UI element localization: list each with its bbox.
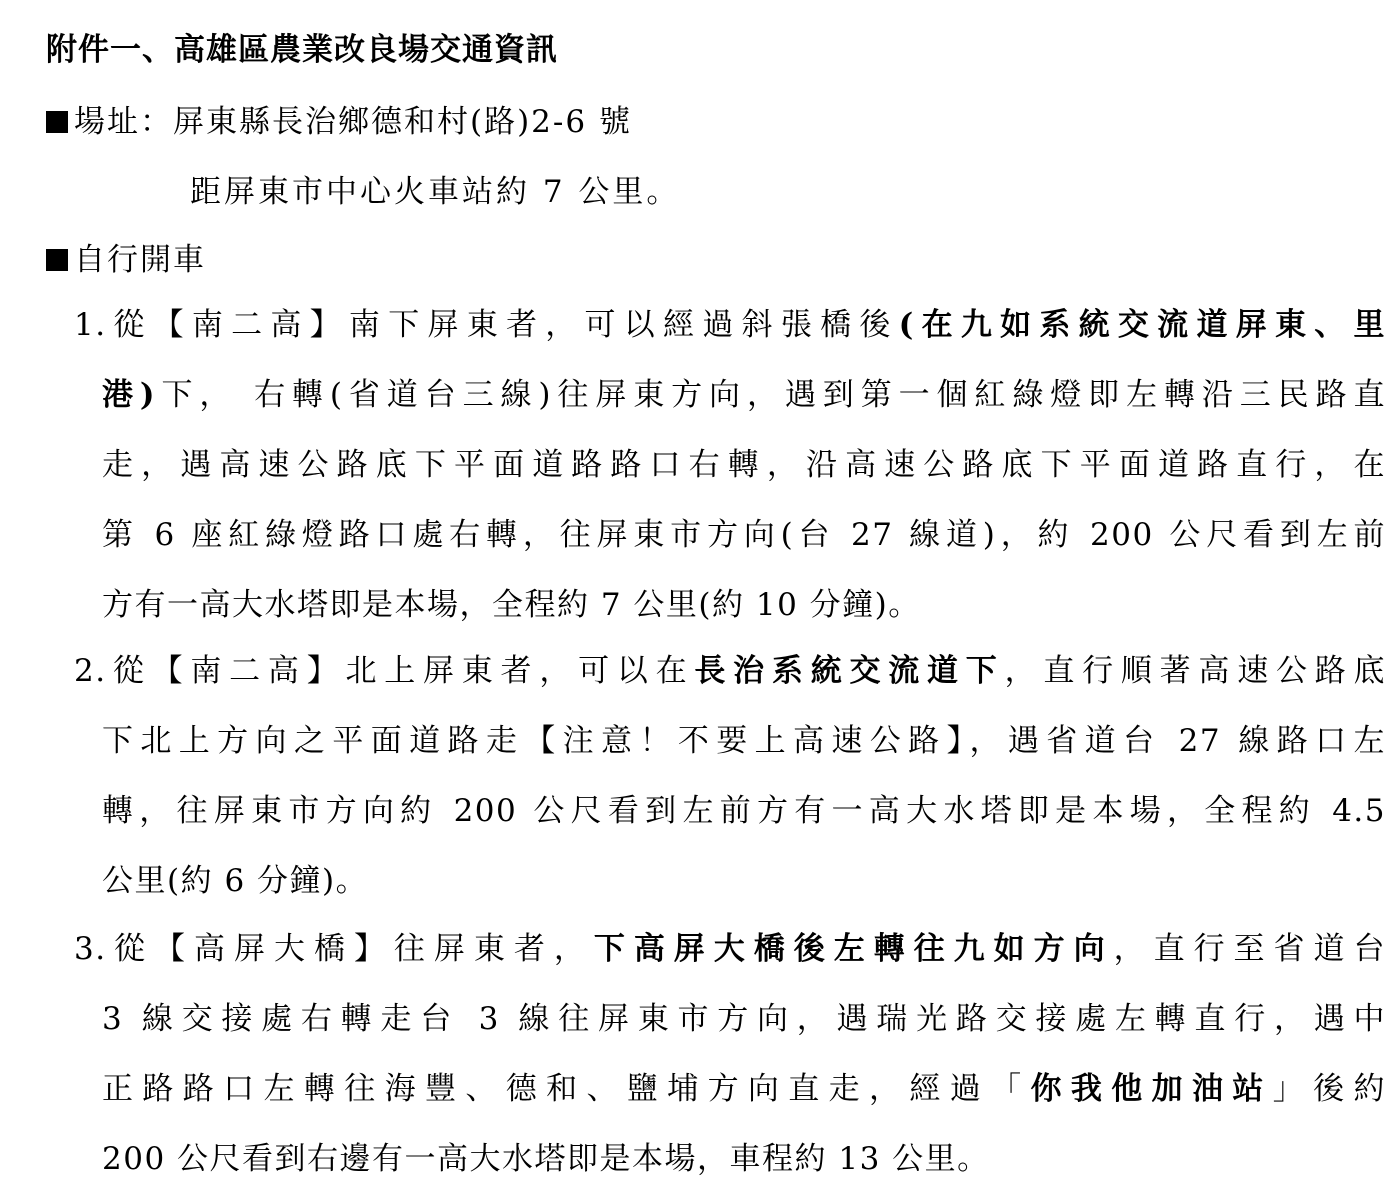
page-title: 附件一、高雄區農業改良場交通資訊 xyxy=(46,32,558,68)
route-1-paragraph xyxy=(74,290,1386,640)
address-label: 場址： xyxy=(74,104,173,140)
route-3-line-3 xyxy=(74,1054,1386,1124)
route-2-text: ，直行順著高速公路底 xyxy=(1004,653,1386,689)
route-1-line-5: 方有一高大水塔即是本場，全程約 7 公里(約 10 分鐘)。 xyxy=(102,587,921,623)
route-2-line-1 xyxy=(74,636,1386,706)
route-3-text: 」後約 xyxy=(1272,1071,1386,1107)
route-2-emphasis: 長治系統交流道下 xyxy=(694,653,1005,689)
driving-label: 自行開車 xyxy=(74,242,206,278)
distance-line: 距屏東市中心火車站約 7 公里。 xyxy=(190,174,681,210)
route-3-text: 正路路口左轉往海豐、德和、鹽埔方向直走，經過「 xyxy=(102,1071,1031,1107)
route-1-line-1 xyxy=(74,290,1386,360)
square-bullet-icon xyxy=(46,249,68,271)
route-3-paragraph xyxy=(74,914,1386,1194)
route-1-line-2 xyxy=(74,360,1386,430)
route-1-line-3: 走，遇高速公路底下平面道路路口右轉，沿高速公路底下平面道路直行，在 xyxy=(102,447,1386,483)
route-3-emphasis: 下高屏大橋後左轉往九如方向 xyxy=(593,931,1114,967)
square-bullet-icon xyxy=(46,111,68,133)
route-3-emphasis: 你我他加油站 xyxy=(1030,1071,1273,1107)
route-1-emphasis: (在九如系統交流道屏東、里 xyxy=(898,307,1386,343)
route-2-line-4: 公里(約 6 分鐘)。 xyxy=(102,863,369,899)
route-1-text: 1.從【南二高】南下屏東者，可以經過斜張橋後 xyxy=(74,307,899,343)
route-1-emphasis-end: 港) xyxy=(102,377,157,413)
route-3-line-2: 3 線交接處右轉走台 3 線往屏東市方向，遇瑞光路交接處左轉直行，遇中 xyxy=(102,1001,1386,1037)
route-2-line-2: 下北上方向之平面道路走【注意！不要上高速公路】，遇省道台 27 線路口左 xyxy=(102,723,1386,759)
route-1-line-4: 第 6 座紅綠燈路口處右轉，往屏東市方向(台 27 線道)，約 200 公尺看到左前 xyxy=(102,517,1386,553)
route-3-text: ，直行至省道台 xyxy=(1113,931,1386,967)
driving-heading xyxy=(46,234,206,279)
address-line xyxy=(46,96,632,141)
route-3-line-1 xyxy=(74,914,1386,984)
address-value: 屏東縣長治鄉德和村(路)2-6 號 xyxy=(173,104,632,140)
route-3-line-4: 200 公尺看到右邊有一高大水塔即是本場，車程約 13 公里。 xyxy=(102,1141,990,1177)
route-2-text: 2.從【南二高】北上屏東者，可以在 xyxy=(74,653,695,689)
route-1-text: 下， 右轉(省道台三線)往屏東方向，遇到第一個紅綠燈即左轉沿三民路直 xyxy=(156,377,1386,413)
route-2-line-3: 轉，往屏東市方向約 200 公尺看到左前方有一高大水塔即是本場，全程約 4.5 xyxy=(102,793,1386,829)
route-2-paragraph xyxy=(74,636,1386,916)
route-3-text: 3.從【高屏大橋】往屏東者， xyxy=(74,931,594,967)
